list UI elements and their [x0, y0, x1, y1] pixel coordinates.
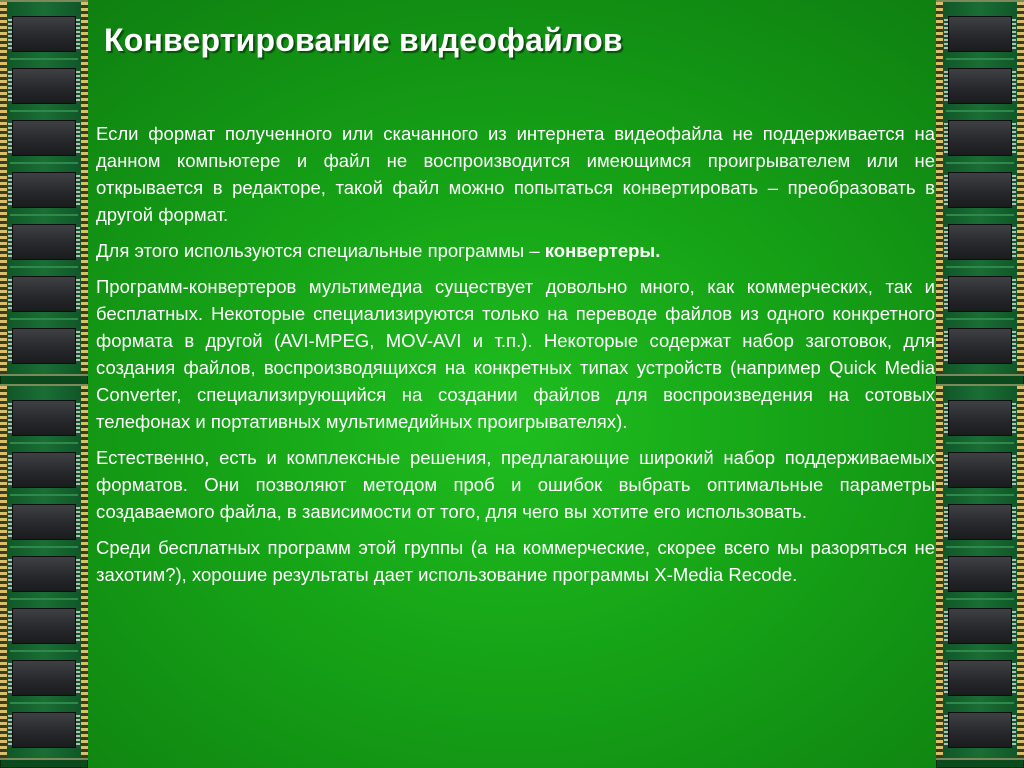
memory-chip — [948, 328, 1012, 364]
memory-chip — [948, 120, 1012, 156]
memory-chip — [948, 276, 1012, 312]
memory-chip — [948, 68, 1012, 104]
paragraph-converter-types: Программ-конвертеров мультимедиа существует довольно много, как коммерческих, так и бесплатных. Некоторые специализируются только на переводе файлов из одного конкретного формата в другой (AVI-MPEG, MOV-AVI и т.п.). Некоторые содержат набор заготовок, для создания файлов, воспроизводящихся на конкретных типах устройств (например Quick Media Converter, специализирующийся на создании файлов для воспроизведения на сотовых телефонах и портативных мультимедийных проигрывателях). — [96, 276, 935, 432]
paragraph-converters — [96, 237, 935, 264]
left-memory-strip — [0, 0, 88, 768]
memory-chip — [12, 556, 76, 592]
memory-chip — [12, 328, 76, 364]
memory-chip — [12, 276, 76, 312]
memory-chip — [12, 504, 76, 540]
paragraph-intro: Если формат полученного или скачанного из интернета видеофайла не поддерживается на данном компьютере и файл не воспроизводится имеющимся проигрывателем или не открывается в редакторе, такой файл можно попытаться конвертировать – преобразовать в другой формат. — [96, 123, 935, 225]
memory-chip — [948, 400, 1012, 436]
paragraph-converters-text: Для этого используются специальные программы – — [96, 240, 545, 261]
memory-chip — [948, 16, 1012, 52]
memory-chip — [948, 452, 1012, 488]
memory-module-bottom — [936, 384, 1024, 760]
slide-title: Конвертирование видеофайлов — [104, 22, 623, 58]
memory-chip — [948, 556, 1012, 592]
memory-module-top — [0, 0, 88, 376]
memory-chip — [948, 660, 1012, 696]
memory-chip — [12, 660, 76, 696]
memory-chip — [12, 68, 76, 104]
memory-chip — [948, 608, 1012, 644]
slide-body — [96, 120, 935, 597]
memory-chip — [12, 452, 76, 488]
memory-chip — [12, 712, 76, 748]
memory-chip — [948, 504, 1012, 540]
memory-chip — [948, 172, 1012, 208]
slide-content — [88, 0, 936, 768]
right-memory-strip — [936, 0, 1024, 768]
memory-chip — [12, 16, 76, 52]
memory-chip — [948, 712, 1012, 748]
memory-module-bottom — [0, 384, 88, 760]
memory-chip — [12, 172, 76, 208]
memory-chip — [12, 224, 76, 260]
memory-chip — [12, 400, 76, 436]
memory-module-top — [936, 0, 1024, 376]
converters-term: конвертеры. — [544, 240, 661, 261]
memory-chip — [948, 224, 1012, 260]
paragraph-free-programs: Среди бесплатных программ этой группы (а на коммерческие, скорее всего мы разоряться не захотим?), хорошие результаты дает использование программы X-Media Recode. — [96, 537, 935, 585]
memory-chip — [12, 120, 76, 156]
paragraph-complex-solutions: Естественно, есть и комплексные решения, предлагающие широкий набор поддерживаемых форматов. Они позволяют методом проб и ошибок выбрать оптимальные параметры создаваемого файла, в зависимости от того, для чего вы хотите его использовать. — [96, 447, 935, 522]
memory-chip — [12, 608, 76, 644]
